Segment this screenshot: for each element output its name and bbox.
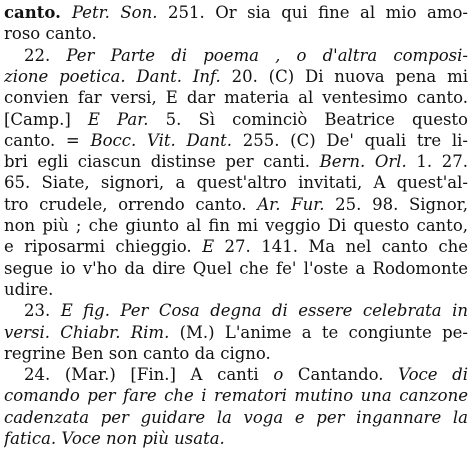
text-run: E fig. Per Cosa degna di essere celebrata in (60, 301, 468, 321)
text-run: roso canto. (4, 24, 97, 44)
text-run: fatica. Voce non più usata. (4, 429, 225, 448)
text-line (4, 194, 468, 216)
text-line (4, 364, 468, 386)
text-run: 5. Sì cominciò Beatrice questo (148, 109, 468, 129)
text-run: Petr. Son. (71, 3, 158, 22)
text-line (4, 66, 468, 88)
text-run: 27. 141. Ma nel canto che (214, 237, 468, 257)
text-line (4, 215, 468, 237)
text-run: 24. (Mar.) [Fin.] A canti (24, 365, 274, 385)
text-line (4, 130, 468, 152)
text-run: canto. (4, 3, 72, 22)
text-line (4, 343, 468, 365)
text-run: zione poetica. Dant. Inf. (4, 66, 221, 86)
text-line (4, 258, 468, 280)
text-run: E Par. (87, 109, 149, 129)
text-run: o (273, 365, 284, 385)
text-run: e riposarmi chieggio. (4, 237, 203, 257)
text-run: 20. (C) Di nuova pena mi (220, 66, 468, 86)
text-line (4, 23, 468, 45)
text-run: (M.) L'anime a te congiunte pe- (169, 322, 468, 342)
text-line (4, 2, 468, 24)
text-run: tro crudele, orrendo canto. (4, 194, 258, 214)
text-line (4, 45, 468, 67)
text-run: Per Parte di poema , o d'altra composi- (66, 45, 468, 65)
text-run: Ar. Fur. (257, 194, 325, 214)
text-run: E (202, 237, 215, 257)
text-line (4, 172, 468, 194)
text-line (4, 109, 468, 131)
text-run: 255. (C) De' quali tre li- (232, 130, 468, 150)
text-line (4, 300, 468, 322)
text-run: segue io v'ho da dire Quel che fe' l'oste a Rodomonte (4, 258, 468, 278)
text-line (4, 407, 468, 429)
text-run: canto. = (4, 130, 91, 150)
text-run: Voce di (398, 365, 468, 385)
text-run: bri egli ciascun distinse per canti. (4, 152, 320, 172)
text-line (4, 428, 468, 450)
text-run: comando per fare che i rematori mutino una canzone (4, 386, 468, 406)
text-run: 22. (24, 45, 67, 65)
text-line (4, 279, 468, 301)
text-run: regrine Ben son canto da cigno. (4, 343, 271, 363)
text-run: cadenzata per guidare la voga e per ingannare la (4, 407, 468, 427)
text-run: Bocc. Vit. Dant. (90, 130, 233, 150)
text-run: 23. (24, 301, 61, 321)
text-run: versi. Chiabr. Rim. (4, 322, 170, 342)
text-run: 251. Or sia qui fine al mio amo- (157, 3, 468, 22)
text-run: 1. 27. (406, 152, 468, 172)
text-line (4, 236, 468, 258)
text-run: 25. 98. Signor, (324, 194, 468, 214)
text-run: Bern. Orl. (319, 152, 407, 172)
text-run: Cantando. (283, 365, 399, 385)
text-run: 65. Siate, signori, a quest'altro invitati, A quest'al- (4, 173, 468, 193)
text-line (4, 322, 468, 344)
text-run: non più ; che giunto al fin mi veggio Di questo canto, (4, 216, 468, 235)
text-run: [Camp.] (4, 109, 88, 129)
text-line (4, 151, 468, 173)
text-run: convien far versi, E dar materia al ventesimo canto. (4, 88, 468, 108)
text-line (4, 87, 468, 109)
text-run: udire. (4, 279, 54, 299)
text-line (4, 385, 468, 407)
